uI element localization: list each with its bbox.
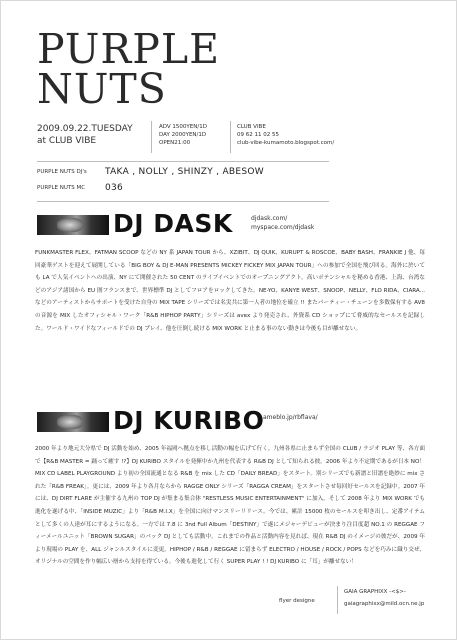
dj-dask-photo bbox=[37, 215, 109, 235]
dj-kuribo-bio: 2000 年より地元大分県で DJ 活動を始め、2005 年福岡へ拠点を移し活動の幅を広げて行く。九州各県に止まらず全国の CLUB / ラジオ PLAY 等、各方面で【R&B MASTER = 踊って癒す !?】DJ KURIBO スタイルを発揮中か九州を代表する R&B DJ として知られる彼。2006 年より不定期であるが日本 NO！MIX CD LABEL PLAYGROUND より初の全国流通となる R&B を mix した CD「DAILY BREAD」をスタート。別シリーズでも新譜と旧譜を絶妙に mix された「R&B FREAK」。更には、2009 年より各月ならから RAGGE ONLY シリーズ「RAGGA CREAM」をスタートさせ毎回好セールスを記録中。2007 年には、DJ DIRT FLARE が主催する九州の TOP DJ が集まる集合体 "RESTLESS MUSIC ENTERTAINMENT" に加入。そして 2008 年より MIX WORK でも進化を遂げる中、「INSIDE MUZIC」より「R&B M.I.X」を全国に向けマンスリーリリース。今では、累計 15000 枚のセールスを叩き出し、定番アイテムとして多くの人達が耳にするようになる。一方では 7.8 に 3nd Full Album「DESTINY」で遂にメジャーデビューが決まり注目度超 NO.1 の REGGAE フィーメールユニット「BROWN SUGAR」のバック DJ としても活動中。これまでの作品と活動内容を見れば、現在 R&B DJ のイメージの彼だが、2009 年より現場の PLAY を、ALL ジャンルスタイルに変更。HIPHOP / R&B / REGGAE に留まらず ELECTRO / HOUSE / ROCK / POPS などを巧みに織り交ぜ、オリジナルの空間を作り幅広い層から支持を得ている。今後も進化して行く SUPER PLAY ! ! DJ KURIBO に「耳」が離せない！ bbox=[35, 446, 425, 566]
divider bbox=[37, 201, 329, 202]
event-date: 2009.09.22.TUESDAY bbox=[37, 124, 133, 134]
divider bbox=[37, 161, 329, 162]
designer-credit bbox=[344, 586, 424, 610]
djs-label: PURPLE NUTS DJ's bbox=[37, 169, 87, 175]
day-price: DAY 2000YEN/1D bbox=[159, 132, 207, 138]
dj-kuribo-link-1[interactable]: ameblo.jp/rbflava/ bbox=[263, 414, 318, 421]
adv-price: ADV 1500YEN/1D bbox=[159, 124, 207, 130]
dj-dask-link-2[interactable]: myspace.com/djdask bbox=[251, 224, 315, 231]
dj-kuribo-photo bbox=[37, 412, 109, 432]
event-title-line1: PURPLE bbox=[37, 25, 221, 73]
mc-value: 036 bbox=[105, 183, 124, 193]
dj-dask-links bbox=[251, 214, 314, 232]
designer-name: GAIA GRAPHIXX -<$>- bbox=[344, 589, 406, 595]
dj-kuribo-links bbox=[263, 413, 318, 422]
event-title bbox=[37, 25, 221, 113]
venue-block bbox=[237, 123, 334, 147]
designer-email[interactable]: gaiagraphixx@mild.ocn.ne.jp bbox=[344, 601, 425, 607]
open-time: OPEN21:00 bbox=[159, 140, 191, 146]
event-title-line2: NUTS bbox=[37, 65, 167, 113]
divider bbox=[151, 121, 152, 153]
club-name: CLUB VIBE bbox=[237, 124, 266, 130]
dj-dask-name: DJ DASK bbox=[113, 209, 233, 238]
club-url: club-vibe-kumamoto.blogspot.com/ bbox=[237, 140, 335, 146]
divider bbox=[230, 121, 231, 153]
dj-dask-bio: FUNKMASTER FLEX、FATMAN SCOOP などの NY 系 JAPAN TOUR から、XZIBIT、DJ QUIK、KURUPT & ROSCOE、BABY BASH、FRANKIE J 他、毎回豪華ゲストを迎えて展開している「BIG BOY & DJ E-MAN PRESENTS MICKEY FICKEY MIX JAPAN TOUR」への参加で全国を飛び回る。海外に於いても LA で人気イベントへの出演、NY にて開催された 50 CENT のライブイベントでのオープニングアクト。高いポテンシャルを秘める香港、上海、台湾などのアジア諸国から EU 圏フランスまで、世界標準 DJ としてフロアをロックしてきた。NE-YO、KANYE WEST、SNOOP、NELLY、FLO RIDA、CIARA... などのアーティストからサポートを受けた自身の MIX TAPE シリーズでは名実共に第一人者の地位を確立 !! またパーティー・チューンを多数保有する AV8 の音源を MIX したオフィシャル・ワーク「R&B HIPHOP PARTY」シリーズは avex より発売され、外資系 CD ショップにて脅威的なセールスを記録した。ワールド・ワイドなフィールドでの DJ プレイ、他を圧倒し続ける MIX WORK と止まる事のない動きは今後も目が離せない。 bbox=[35, 250, 425, 332]
dj-dask-link-1[interactable]: djdask.com/ bbox=[251, 215, 288, 222]
event-date-block bbox=[37, 123, 133, 147]
event-venue-line: at CLUB VIBE bbox=[37, 136, 97, 146]
divider bbox=[337, 586, 338, 614]
price-block bbox=[159, 123, 207, 147]
flyer-design-label: flyer designe bbox=[279, 598, 315, 604]
djs-value: TAKA , NOLLY , SHINZY , ABESOW bbox=[105, 167, 264, 177]
mc-label: PURPLE NUTS MC bbox=[37, 185, 86, 191]
dj-kuribo-name: DJ KURIBO bbox=[113, 406, 265, 435]
club-phone: 09 62 11 02 55 bbox=[237, 132, 279, 138]
